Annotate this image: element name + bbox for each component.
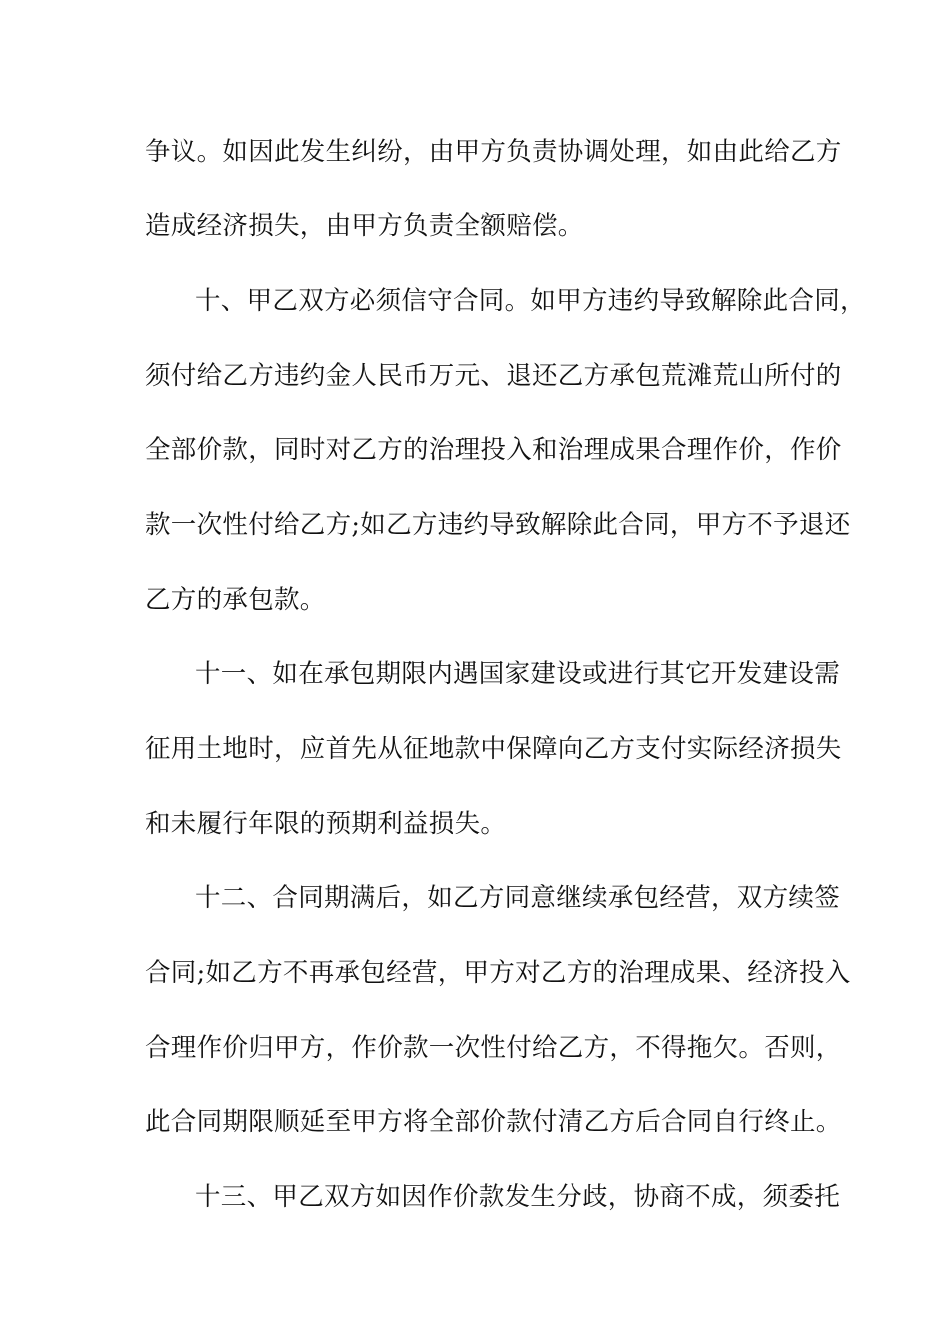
- text-line: 和未履行年限的预期利益损失。: [145, 809, 507, 839]
- text-line: 造成经济损失，由甲方负责全额赔偿。: [145, 211, 584, 241]
- text-line: 此合同期限顺延至甲方将全部价款付清乙方后合同自行终止。: [145, 1107, 842, 1137]
- text-line: 全部价款，同时对乙方的治理投入和治理成果合理作价，作价: [145, 435, 842, 465]
- text-line: 款一次性付给乙方;如乙方违约导致解除此合同，甲方不予退还: [145, 510, 851, 540]
- text-line: 争议。如因此发生纠纷，由甲方负责协调处理，如由此给乙方: [145, 137, 842, 167]
- text-line: 乙方的承包款。: [145, 585, 326, 615]
- clause-11-heading-line: 十一、如在承包期限内遇国家建设或进行其它开发建设需: [195, 659, 841, 689]
- clause-10-heading-line: 十、甲乙双方必须信守合同。如甲方违约导致解除此合同，: [195, 286, 866, 316]
- text-line: 合同;如乙方不再承包经营，甲方对乙方的治理成果、经济投入: [145, 958, 851, 988]
- clause-13-heading-line: 十三、甲乙双方如因作价款发生分歧，协商不成，须委托: [195, 1182, 841, 1212]
- text-line: 合理作价归甲方，作价款一次性付给乙方，不得拖欠。否则，: [145, 1033, 842, 1063]
- text-line: 征用土地时，应首先从征地款中保障向乙方支付实际经济损失: [145, 734, 842, 764]
- clause-12-heading-line: 十二、合同期满后，如乙方同意继续承包经营，双方续签: [195, 883, 841, 913]
- text-line: 须付给乙方违约金人民币万元、退还乙方承包荒滩荒山所付的: [145, 361, 842, 391]
